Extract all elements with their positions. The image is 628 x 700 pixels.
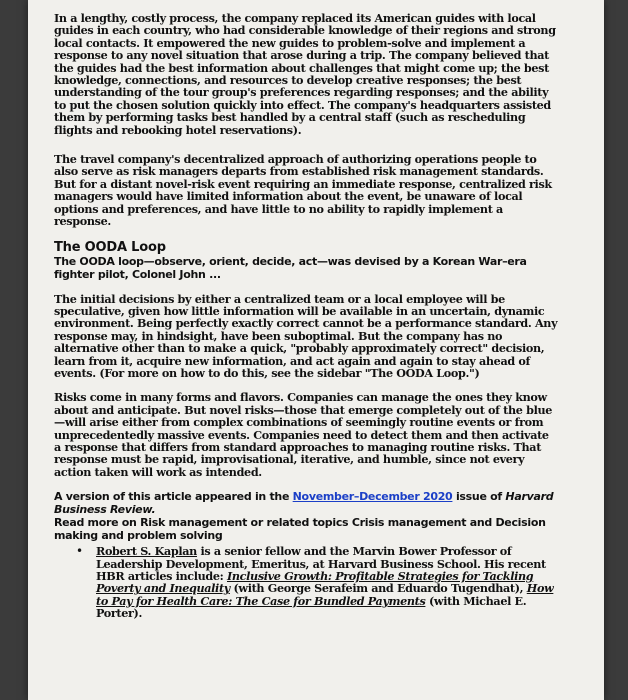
read-more-topics[interactable]: Read more on Risk management or related topics Crisis management and Decision making and problem solving: [54, 516, 546, 543]
paragraph-initial-decisions: The initial decisions by either a centralized team or a local employee will be speculative, given how little information will be available in an uncertain, dynamic environment. Being perfectly exactly correct cannot be a performance standard. Any response may, in hindsight, have been suboptimal. But the company has no alternative other than to make a quick, "probably approximately correct" decision, learn from it, acquire new information, and act again and again to stay ahead of events. (For more on how to do this, see the sidebar "The OODA Loop."): [54, 291, 558, 380]
bullet-icon: •: [76, 544, 84, 559]
article-content: [54, 12, 559, 620]
author-bio-item: [76, 545, 559, 619]
article-link-inclusive-growth[interactable]: Inclusive Growth: Profitable Strategies for Tackling Poverty and Inequality: [96, 569, 534, 596]
bio-text: is a senior fellow and the Marvin Bower Professor of Leadership Development, Emeritus, at Harvard Business School. His recent HBR articles include:: [96, 544, 546, 583]
ooda-summary: The OODA loop—observe, orient, decide, act—was devised by a Korean War–era fighter pilot, Colonel John ...: [54, 254, 527, 281]
publication-name: Harvard Business Review.: [54, 490, 554, 517]
paragraph-decentralized-approach: The travel company's decentralized approach of authorizing operations people to also serve as risk managers departs from established risk management standards. But for a distant novel-risk event requiring an immediate response, centralized risk managers would have limited information about the event, be unaware of local options and preferences, and have little to no ability to rapidly implement a response.: [54, 152, 552, 229]
version-suffix: issue of: [452, 490, 506, 504]
author-name-link[interactable]: Robert S. Kaplan: [96, 544, 197, 559]
bio-coauthors-2: (with Michael E. Porter).: [96, 593, 527, 621]
version-prefix: A version of this article appeared in the: [54, 490, 293, 504]
ooda-sidebar-teaser[interactable]: [54, 240, 559, 281]
article-page: [28, 0, 604, 700]
version-note: [54, 490, 559, 516]
ooda-heading: The OODA Loop: [54, 239, 166, 255]
paragraph-local-guides: In a lengthy, costly process, the company replaced its American guides with local guides in each country, who had considerable knowledge of their regions and strong local contacts. It empowered the new guides to problem-solve and implement a response to any novel situation that arose during a trip. The company believed that the guides had the best information about challenges that might come up; the best knowledge, connections, and resources to develop creative responses; the best understanding of the tour group's preferences regarding responses; and the ability to put the chosen solution quickly into effect. The company's headquarters assisted them by performing tasks best handled by a central staff (such as rescheduling flights and rebooking hotel reservations).: [54, 11, 556, 137]
bio-coauthors-1: (with George Serafeim and Eduardo Tugendhat),: [229, 581, 527, 596]
paragraph-risks: Risks come in many forms and flavors. Companies can manage the ones they know about and anticipate. But novel risks—those that emerge completely out of the blue—will arise either from complex combinations of seemingly routine events or from unprecedentedly massive events. Companies need to detect them and then activate a response that differs from standard approaches to managing routine risks. That response must be rapid, improvisational, iterative, and humble, since not every action taken will work as intended.: [54, 390, 553, 479]
author-bio: [96, 545, 559, 619]
issue-link[interactable]: November–December 2020: [292, 490, 453, 504]
article-link-health-care[interactable]: How to Pay for Health Care: The Case for Bundled Payments: [96, 581, 554, 608]
